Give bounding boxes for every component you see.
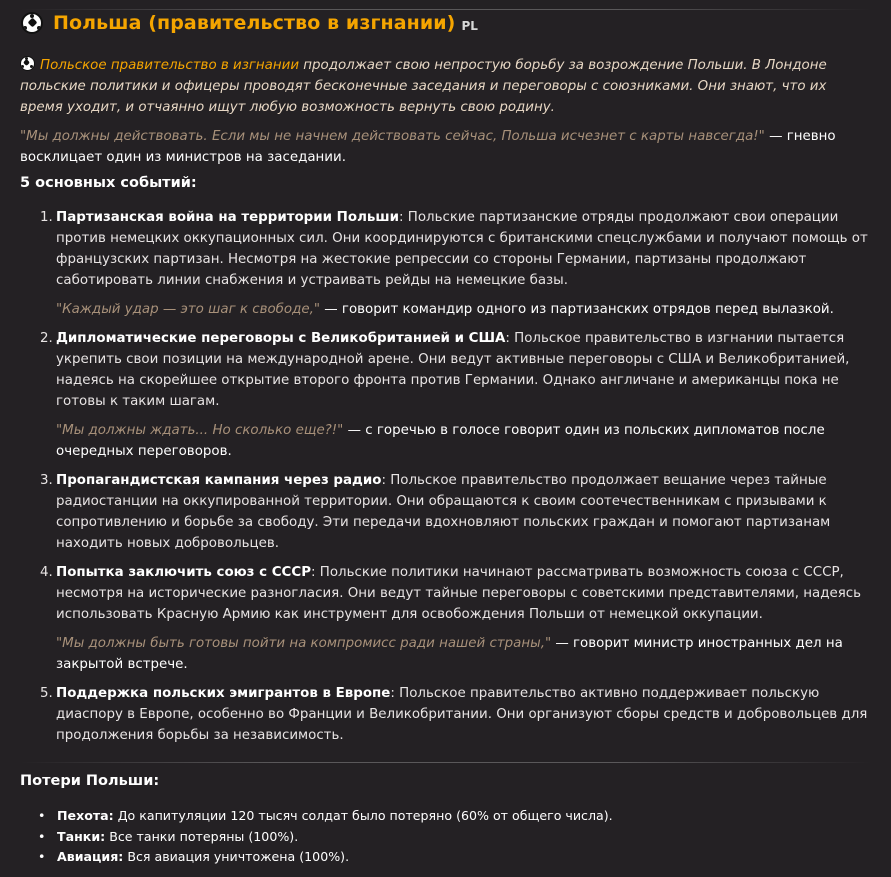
football-icon: [21, 12, 43, 34]
bullet-icon: •: [38, 828, 46, 844]
event-item: [40, 562, 870, 675]
event-item: [40, 470, 870, 554]
event-name: Дипломатические переговоры с Великобританией и США: [56, 331, 506, 346]
loss-text: Вся авиация уничтожена (100%).: [123, 849, 350, 864]
event-body: : Польские политики начинают рассматривать возможность союза с СССР, несмотря на исторические разногласия. Они ведут тайные переговоры с советскими представителями, надеясь использовать Красную Армию как инструмент для освобождения Польши от немецкой оккупации.: [56, 565, 862, 622]
event-body: : Польские партизанские отряды продолжают свои операции против немецких оккупационных сил. Они координируются с британскими спецслужбами и получают помощь от французских партизан. Несмотря на жестокие репрессии со стороны Германии, партизаны продолжают саботировать линии снабжения и устраивать рейды на немецкие базы.: [56, 210, 868, 288]
event-number: 3.: [40, 473, 53, 488]
events-heading: 5 основных событий:: [20, 175, 197, 191]
event-name: Партизанская война на территории Польши: [56, 210, 399, 225]
events-list: [40, 207, 870, 754]
losses-heading: Потери Польши:: [20, 773, 160, 789]
event-item: [40, 683, 870, 746]
top-divider: [20, 9, 871, 10]
quote-text: "Мы должны быть готовы пойти на компромисс ради нашей страны,": [56, 636, 552, 651]
title-text: Польша (правительство в изгнании): [53, 12, 456, 34]
event-name: Попытка заключить союз с СССР: [56, 565, 312, 580]
event-item: [40, 328, 870, 462]
quote-attribution: — говорит командир одного из партизанских отрядов перед вылазкой.: [320, 302, 834, 317]
quote-attribution: — с горечью в голосе говорит один из польских дипломатов после очередных переговоров.: [56, 423, 825, 459]
loss-label: Танки:: [57, 828, 106, 844]
event-number: 4.: [40, 565, 53, 580]
losses-list: [38, 806, 613, 868]
section-divider: [20, 762, 871, 763]
intro-highlight: Польское правительство в изгнании: [40, 58, 300, 73]
event-number: 2.: [40, 331, 53, 346]
quote-text: "Каждый удар — это шаг к свободе,": [56, 302, 321, 317]
event-quote: [56, 633, 870, 675]
intro-text: продолжает свою непростую борьбу за возрождение Польши. В Лондоне польские политики и офицеры проводят бесконечные заседания и переговоры с союзниками. Они знают, что их время уходит, и отчаянно ищут любую возможность вернуть свою родину.: [20, 58, 827, 115]
page-title: [21, 12, 478, 34]
country-code: PL: [461, 18, 478, 33]
intro-paragraph: [20, 55, 870, 118]
event-quote: [56, 420, 870, 462]
quote-text: "Мы должны действовать. Если мы не начнем действовать сейчас, Польша исчезнет с карты навсегда!": [20, 129, 765, 144]
quote-text: "Мы должны ждать... Но сколько еще?!": [56, 423, 344, 438]
bullet-icon: •: [38, 849, 46, 864]
event-quote: [56, 299, 870, 320]
loss-text: Все танки потеряны (100%).: [105, 828, 299, 844]
event-name: Пропагандистская кампания через радио: [56, 473, 382, 488]
event-body: : Польское правительство продолжает вещание через тайные радиостанции на оккупированной территории. Они обращаются к своим соотечественникам с призывами к сопротивлению и борьбе за свободу. Эти передачи вдохновляют польских граждан и помогают партизанам находить новых добровольцев.: [56, 473, 831, 551]
event-number: 1.: [40, 210, 53, 225]
loss-item: [38, 827, 613, 848]
loss-item: [38, 847, 613, 868]
loss-item: [38, 806, 613, 827]
quote-attribution: — говорит министр иностранных дел на закрытой встрече.: [56, 636, 843, 672]
loss-label: Авиация:: [57, 849, 124, 864]
event-body: : Польское правительство в изгнании пытается укрепить свои позиции на международной арене. Они ведут активные переговоры с США и Великобританией, надеясь на скорейшее открытие второго фронта против Германии. Однако англичане и американцы пока не готовы к таким шагам.: [56, 331, 850, 409]
football-icon: [20, 56, 35, 71]
event-body: : Польское правительство активно поддерживает польскую диаспору в Европе, особенно во Франции и Великобритании. Они организуют сборы средств и добровольцев для продолжения борьбы за независимость.: [56, 686, 868, 743]
opening-quote: [20, 126, 870, 168]
loss-text: До капитуляции 120 тысяч солдат было потеряно (60% от общего числа).: [113, 808, 613, 823]
quote-attribution: — гневно восклицает один из министров на заседании.: [20, 129, 836, 165]
event-name: Поддержка польских эмигрантов в Европе: [56, 686, 391, 701]
event-item: [40, 207, 870, 320]
bullet-icon: •: [38, 808, 46, 823]
loss-label: Пехота:: [57, 808, 114, 823]
event-number: 5.: [40, 686, 53, 701]
